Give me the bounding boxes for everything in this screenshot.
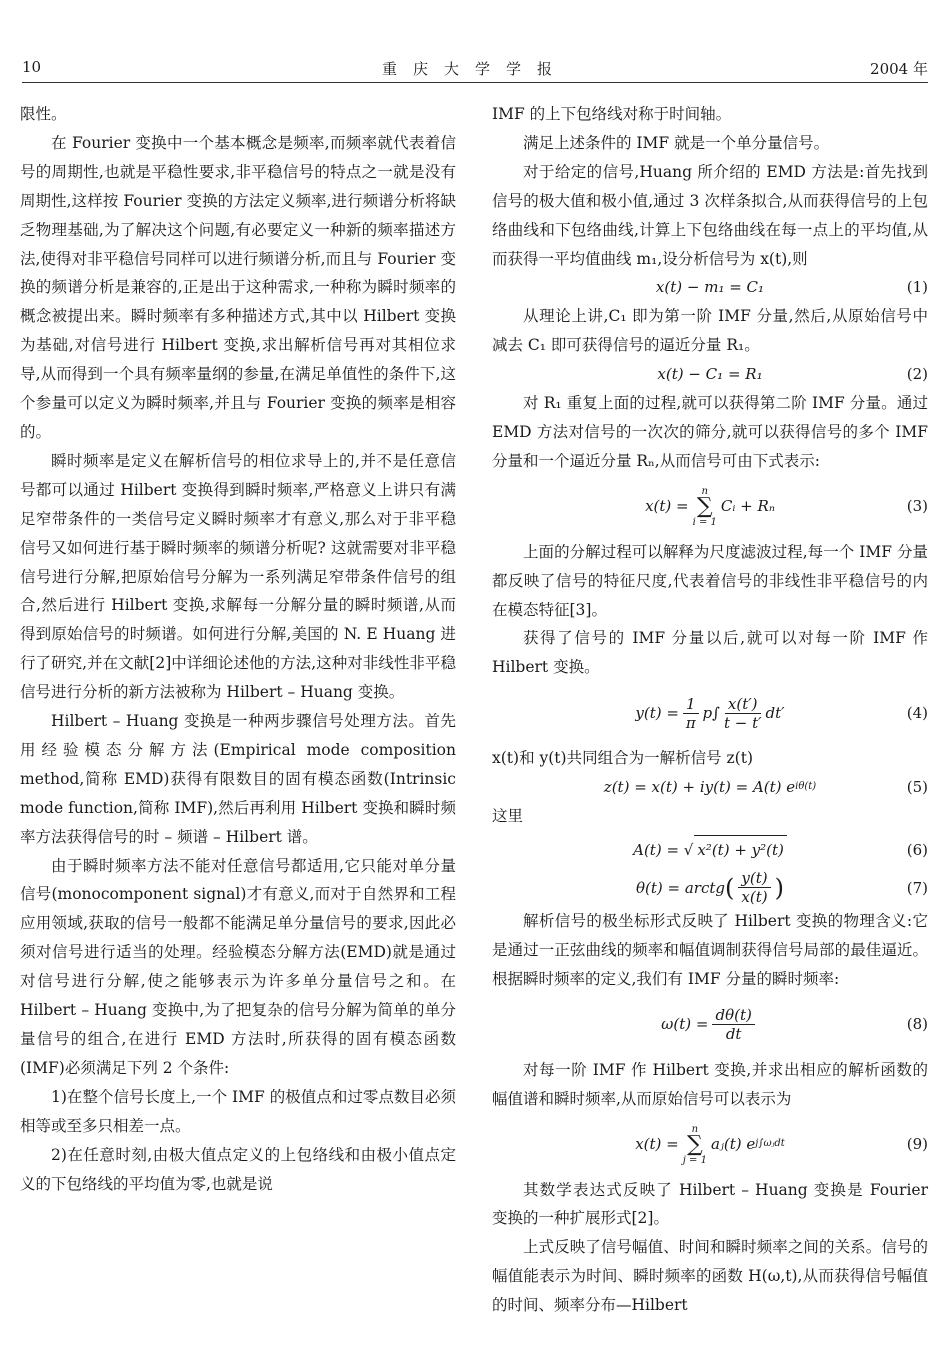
journal-title: 重庆大学学报: [381, 60, 568, 78]
equation-9: x(t) = n ∑ j = 1 aⱼ(t) e j∫ωⱼdt (9): [635, 1123, 928, 1166]
paragraph: 对 R₁ 重复上面的过程,就可以获得第二阶 IMF 分量。通过 EMD 方法对信号的一次次的筛分,就可以获得信号的多个 IMF 分量和一个逼近分量 Rₙ,从而信号可由下式表示:: [492, 394, 928, 470]
paragraph: 对于给定的信号,Huang 所介绍的 EMD 方法是:首先找到信号的极大值和极小值,通过 3 次样条拟合,从而获得信号的上包络曲线和下包络曲线,计算上下包络曲线在每一点上的平均值,从而获得一平均值曲线 m₁,设分析信号为 x(t),则: [492, 162, 928, 268]
paragraph: IMF 的上下包络线对称于时间轴。: [492, 105, 732, 123]
paragraph: 从理论上讲,C₁ 即为第一阶 IMF 分量,然后,从原始信号中减去 C₁ 即可获得信号的逼近分量 R₁。: [492, 307, 928, 355]
left-column: [20, 100, 456, 1198]
summation-symbol: n ∑ j = 1: [682, 1123, 707, 1166]
paragraph: 在 Fourier 变换中一个基本概念是频率,而频率就代表着信号的周期性,也就是平稳性要求,非平稳信号的特点之一就是没有周期性,这样按 Fourier 变换的方法定义频率,进行频谱分析将缺乏物理基础,为了解决这个问题,有必要定义一种新的频率描述方法,使得对非平稳信号同样可以进行频谱分析,而且与 Fourier 变换的频谱分析是兼容的,正是出于这种需求,一种称为瞬时频率的概念被提出来。瞬时频率有多种描述方式,其中以 Hilbert 变换为基础,对信号进行 Hilbert 变换,求出解析信号再对其相位求导,从而得到一个具有频率量纲的参量,在满足单值性的条件下,这个参量可以定义为瞬时频率,并且与 Fourier 变换的频率是相容的。: [20, 133, 456, 441]
equation-1: x(t) − m₁ = C₁ (1): [655, 278, 928, 297]
paragraph: x(t)和 y(t)共同组合为一解析信号 z(t): [492, 749, 753, 768]
equation-2: x(t) − C₁ = R₁ (2): [657, 365, 928, 384]
equation-4: y(t) = $\frac{1}{\pi}$ p∫ $\frac{x(t')}{t - t'}$ dt′ (4): [635, 694, 928, 732]
page-number: 10: [22, 58, 42, 76]
right-column: [492, 100, 928, 1320]
page-header: [22, 52, 928, 82]
paragraph: 其数学表达式反映了 Hilbert – Huang 变换是 Fourier 变换的一种扩展形式[2]。: [492, 1180, 928, 1228]
header-rule: [22, 82, 928, 83]
paragraph: 上面的分解过程可以解释为尺度滤波过程,每一个 IMF 分量都反映了信号的特征尺度,代表着信号的非线性非平稳信号的内在模态特征[3]。: [492, 542, 928, 619]
paragraph: 这里: [492, 807, 524, 826]
equation-7: θ(t) = arctg ( $\frac{y(t)}{x(t)}$ ) (7): [636, 869, 928, 907]
paragraph: 由于瞬时频率方法不能对任意信号都适用,它只能对单分量信号(monocomponent signal)才有意义,而对于自然界和工程应用领域,获取的信号一般都不能满足单分量信号的要求,因此必须对信号进行适当的处理。经验模态分解方法(EMD)就是通过对信号进行分解,使之能够表示为许多单分量信号之和。在 Hilbert – Huang 变换中,为了把复杂的信号分解为简单的单分量信号的组合,在进行 EMD 方法时,所获得的固有模态函数(IMF)必须满足下列 2 个条件:: [20, 856, 456, 1077]
paragraph: 获得了信号的 IMF 分量以后,就可以对每一阶 IMF 作 Hilbert 变换。: [492, 629, 928, 677]
paragraph: 1)在整个信号长度上,一个 IMF 的极值点和过零点数目必须相等或至多只相差一点。: [20, 1087, 456, 1135]
equation-3: x(t) = n ∑ i = 1 Cᵢ + Rₙ (3): [645, 485, 928, 528]
paragraph: 解析信号的极坐标形式反映了 Hilbert 变换的物理含义:它是通过一正弦曲线的频率和幅值调制获得信号局部的最佳逼近。根据瞬时频率的定义,我们有 IMF 分量的瞬时频率:: [492, 911, 928, 988]
year: 2004 年: [870, 60, 928, 78]
paragraph: 对每一阶 IMF 作 Hilbert 变换,并求出相应的解析函数的幅值谱和瞬时频率,从而原始信号可以表示为: [492, 1060, 928, 1108]
paragraph: 瞬时频率是定义在解析信号的相位求导上的,并不是任意信号都可以通过 Hilbert 变换得到瞬时频率,严格意义上讲只有满足窄带条件的一类信号定义瞬时频率才有意义,那么对于非平稳信号又如何进行基于瞬时频率的频谱分析呢? 这就需要对非平稳信号进行分解,把原始信号分解为一系列满足窄带条件信号的组合,然后进行 Hilbert 变换,求解每一分解分量的瞬时频谱,从而得到原始信号的时频谱。如何进行分解,美国的 N. E Huang 进行了研究,并在文献[2]中详细论述他的方法,这种对非线性非平稳信号进行分析的新方法被称为 Hilbert – Huang 变换。: [20, 451, 456, 702]
paragraph: 上式反映了信号幅值、时间和瞬时频率之间的关系。信号的幅值能表示为时间、瞬时频率的函数 H(ω,t),从而获得信号幅值的时间、频率分布—Hilbert: [492, 1238, 928, 1315]
equation-6: A(t) = √ x²(t) + y²(t) (6): [492, 831, 928, 869]
paragraph: Hilbert – Huang 变换是一种两步骤信号处理方法。首先用经验模态分解方法(Empirical mode composition method,简称 EMD)获得有限数目的固有模态函数(Intrinsic mode function,简称 IMF),然后再利用 Hilbert 变换和瞬时频率方法获得信号的时 – 频谱 – Hilbert 谱。: [20, 712, 456, 846]
equation-8: ω(t) = $\frac{d\theta(t)}{dt}$ (8): [661, 1006, 928, 1044]
paragraph: 满足上述条件的 IMF 就是一个单分量信号。: [523, 133, 830, 152]
paragraph: 2)在任意时刻,由极大值点定义的上包络线和由极小值点定义的下包络线的平均值为零,也就是说: [20, 1145, 456, 1193]
equation-5: z(t) = x(t) + iy(t) = A(t) e iθ(t) (5): [603, 778, 928, 797]
summation-symbol: n ∑ i = 1: [692, 485, 717, 528]
paragraph: 限性。: [20, 105, 67, 123]
